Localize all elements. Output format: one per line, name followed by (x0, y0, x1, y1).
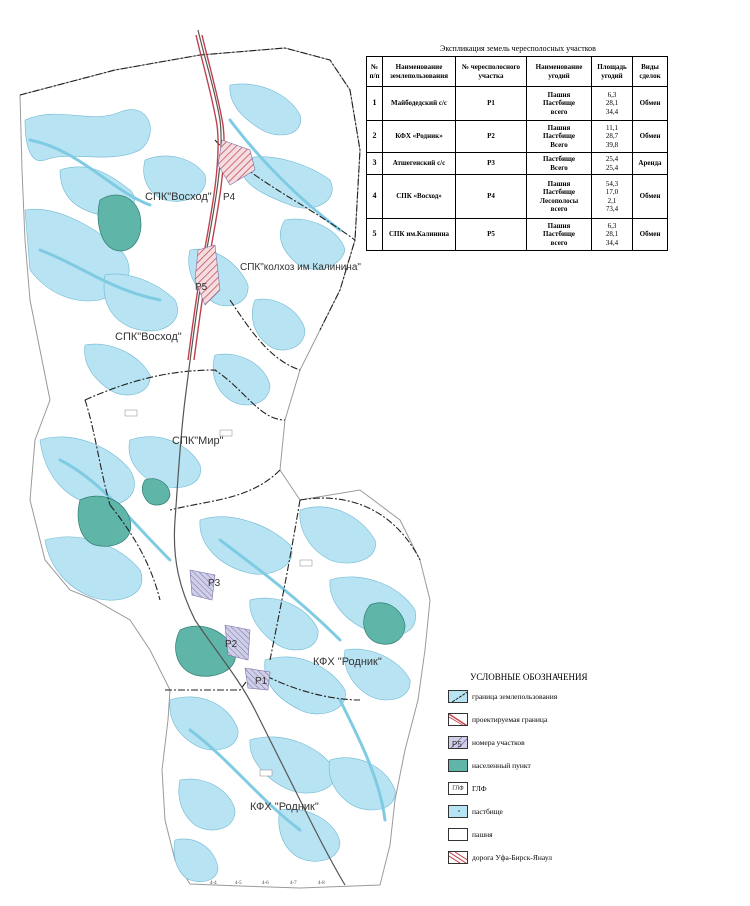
label-spk-mir: СПК"Мир" (172, 435, 224, 447)
land-area: 2,1 (607, 196, 617, 205)
land-types (527, 87, 592, 121)
land-type: Пастбище (542, 188, 576, 196)
label-spk-voshod-north: СПК"Восход" (145, 191, 212, 203)
legend-item-boundary (448, 689, 608, 704)
land-areas (592, 87, 633, 121)
land-area: 34,4 (605, 107, 619, 116)
row-number: 3 (367, 153, 383, 175)
land-area: 28,7 (605, 132, 619, 141)
header-land-user: Наименование землепользования (383, 57, 456, 87)
legend-text: граница землепользования (472, 692, 558, 701)
parcel-label-p3: Р3 (208, 578, 221, 589)
header-num: № п/п (367, 57, 383, 87)
land-area: 25,4 (605, 163, 619, 172)
deal-type: Обмен (633, 121, 668, 153)
parcel-id: Р5 (456, 219, 527, 251)
road-icon (448, 851, 468, 864)
table-header-row (367, 57, 668, 87)
legend-text: проектируемая граница (472, 715, 548, 724)
land-area: 17,0 (605, 188, 619, 196)
table-row (367, 87, 668, 121)
land-type: всего (550, 205, 568, 213)
explication-table-panel (366, 44, 670, 251)
row-number: 5 (367, 219, 383, 251)
land-type: Пашня (547, 90, 571, 99)
svg-text:4-8: 4-8 (318, 881, 325, 886)
land-type: Лесополосы (539, 196, 579, 205)
parcel-id: Р2 (456, 121, 527, 153)
svg-text:4-7: 4-7 (290, 881, 297, 886)
pasture-icon (448, 805, 468, 818)
land-type: Пастбище (542, 155, 576, 163)
header-deal-type: Виды сделок (633, 57, 668, 87)
land-user-name: Атшегенский с/с (383, 153, 456, 175)
land-area: 28,1 (605, 230, 619, 239)
land-types (527, 121, 592, 153)
legend-text: населенный пункт (472, 761, 531, 770)
land-type: Всего (550, 163, 568, 172)
label-spk-kalinina: СПК"колхоз им Калинина" (240, 262, 361, 273)
label-kfh-rodnik-east: КФХ "Родник" (313, 656, 382, 668)
land-area: 6,3 (607, 221, 617, 230)
table-row (367, 121, 668, 153)
legend-text: ГЛФ (472, 784, 487, 793)
deal-type: Аренда (633, 153, 668, 175)
land-type: Пастбище (542, 132, 576, 141)
legend-text: пастбище (472, 807, 503, 816)
legend-text: пашня (472, 830, 493, 839)
legend (448, 672, 608, 873)
land-type: Пастбище (542, 99, 576, 108)
deal-type: Обмен (633, 175, 668, 219)
parcel-label-p1: Р1 (255, 676, 268, 687)
land-user-name: СПК им.Калинина (383, 219, 456, 251)
svg-text:4-4: 4-4 (210, 881, 217, 886)
row-number: 2 (367, 121, 383, 153)
land-areas (592, 219, 633, 251)
land-area: 39,8 (605, 140, 619, 149)
svg-text:4-6: 4-6 (262, 881, 269, 886)
land-area: 54,3 (605, 179, 619, 188)
table-row (367, 153, 668, 175)
parcel-id: Р4 (456, 175, 527, 219)
explication-table (366, 56, 668, 251)
land-area: 6,3 (607, 90, 617, 99)
land-type: Пашня (547, 221, 571, 230)
land-area: 11,1 (606, 123, 618, 132)
legend-title: УСЛОВНЫЕ ОБОЗНАЧЕНИЯ (470, 672, 588, 682)
legend-item-road (448, 850, 608, 865)
legend-item-projected-boundary (448, 712, 608, 727)
arable-land-icon (448, 828, 468, 841)
land-type: всего (550, 238, 568, 247)
projected-boundary-icon (448, 713, 468, 726)
label-spk-voshod-south: СПК"Восход" (115, 331, 182, 343)
parcel-number-sample: Р5 (452, 740, 462, 749)
table-row (367, 175, 668, 219)
legend-item-glf (448, 781, 608, 796)
parcel-id: Р3 (456, 153, 527, 175)
legend-text: дорога Уфа-Бирск-Янаул (472, 853, 553, 862)
header-area: Площадь угодий (592, 57, 633, 87)
land-area: 28,1 (605, 99, 619, 108)
land-user-name: Майбодедский с/с (383, 87, 456, 121)
parcel-label-p5: Р5 (195, 282, 208, 293)
table-row (367, 219, 668, 251)
glf-sample-text: ГЛФ (452, 786, 464, 792)
land-areas (592, 121, 633, 153)
land-types (527, 153, 592, 175)
label-kfh-rodnik-south: КФХ "Родник" (250, 801, 319, 813)
legend-item-parcel-numbers (448, 735, 608, 750)
legend-item-arable (448, 827, 608, 842)
boundary-swatch-icon (448, 690, 468, 703)
row-number: 1 (367, 87, 383, 121)
header-land-type: Наименование угодий (527, 57, 592, 87)
land-type: Пашня (547, 179, 571, 188)
land-user-name: СПК «Восход» (383, 175, 456, 219)
land-area: 73,4 (605, 205, 619, 213)
deal-type: Обмен (633, 219, 668, 251)
legend-item-pasture (448, 804, 608, 819)
parcel-id: Р1 (456, 87, 527, 121)
glf-icon (448, 782, 468, 795)
parcel-label-p4: Р4 (223, 192, 236, 203)
land-type: всего (550, 107, 568, 116)
land-area: 25,4 (605, 155, 619, 163)
land-areas (592, 175, 633, 219)
land-area: 34,4 (605, 238, 619, 247)
land-types (527, 175, 592, 219)
parcel-number-icon (448, 736, 468, 749)
land-type: Пастбище (542, 230, 576, 239)
land-areas (592, 153, 633, 175)
land-user-name: КФХ «Родник» (383, 121, 456, 153)
svg-text:4-5: 4-5 (235, 881, 242, 886)
deal-type: Обмен (633, 87, 668, 121)
legend-item-settlement (448, 758, 608, 773)
legend-text: номера участков (472, 738, 525, 747)
land-types (527, 219, 592, 251)
parcel-label-p2: Р2 (225, 639, 238, 650)
land-type: Всего (550, 140, 568, 149)
table-title: Экспликация земель чересполосных участков (440, 44, 596, 53)
land-type: Пашня (547, 123, 571, 132)
row-number: 4 (367, 175, 383, 219)
header-parcel: № чересполосного участка (456, 57, 527, 87)
settlement-icon (448, 759, 468, 772)
